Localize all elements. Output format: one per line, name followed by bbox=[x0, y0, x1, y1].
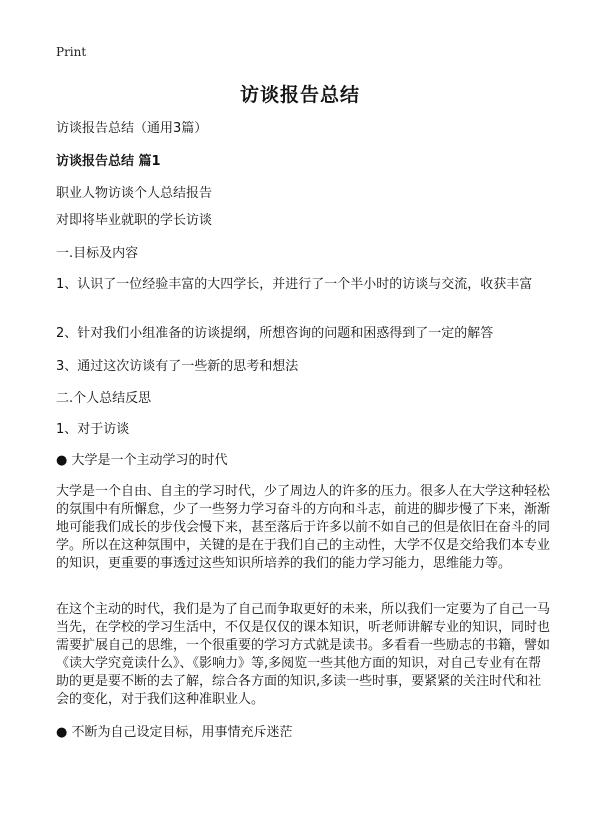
goal-item-1: 1、认识了一位经验丰富的大四学长，并进行了一个半小时的访谈与交流，收获丰富 bbox=[56, 277, 533, 292]
sub-heading-interview: 1、对于访谈 bbox=[56, 422, 130, 437]
section-title: 访谈报告总结 篇1 bbox=[56, 154, 161, 169]
paragraph-1: 大学是一个自由、自主的学习时代，少了周边人的许多的压力。很多人在大学这种轻松的氛围中有所懈怠，少了一些努力学习奋斗的方向和斗志，前进的脚步慢了下来，渐渐地可能我们成长的步伐会慢下来，甚至落后于许多以前不如自己的但是依旧在奋斗的同学。所以在这种氛围中，关键的是在于我们自己的主动性，大学不仅是交给我们本专业的知识，更重要的事透过这些知识所培养的我们的能力学习能力，思维能力等。 bbox=[56, 484, 551, 571]
heading-goals: 一.目标及内容 bbox=[56, 246, 139, 261]
interview-target: 对即将毕业就职的学长访谈 bbox=[56, 213, 213, 228]
goal-item-3: 3、通过这次访谈有了一些新的思考和想法 bbox=[56, 359, 299, 374]
paragraph-2: 在这个主动的时代，我们是为了自己而争取更好的未来，所以我们一定要为了自己一马当先，在学校的学习生活中，不仅是仅仅的课本知识，听老师讲解专业的知识，同时也需要扩展自己的思维，一个很重要的学习方式就是读书。多看看一些励志的书籍，譬如《读大学究竟读什么》、《影响力》等,多阅览一些其他方面的知识，对自己专业有在帮助的更是要不断的去了解，综合各方面的知识,多读一些时事，要紧紧的关注时代和社会的变化，对于我们这种准职业人。 bbox=[56, 602, 551, 707]
goal-item-2: 2、针对我们小组准备的访谈提纲，所想咨询的问题和困惑得到了一定的解答 bbox=[56, 326, 494, 341]
bullet-active-learning: ● 大学是一个主动学习的时代 bbox=[56, 453, 228, 468]
print-label[interactable]: Print bbox=[56, 45, 87, 59]
report-title: 职业人物访谈个人总结报告 bbox=[56, 186, 213, 201]
bullet-set-goals: ● 不断为自己设定目标，用事情充斥迷茫 bbox=[56, 725, 293, 740]
subtitle: 访谈报告总结（通用3篇） bbox=[56, 121, 208, 136]
page-title: 访谈报告总结 bbox=[239, 84, 360, 106]
heading-summary: 二.个人总结反思 bbox=[56, 391, 152, 406]
